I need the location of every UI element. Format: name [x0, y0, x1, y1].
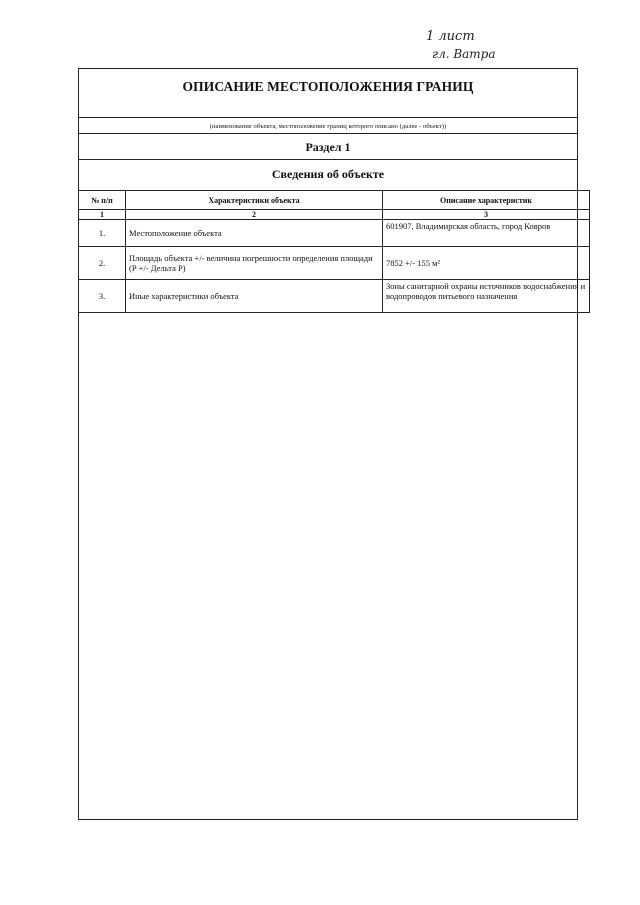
column-number: 2 — [126, 210, 383, 220]
handwritten-line-2: гл. Ватра — [432, 47, 496, 61]
document-subtitle: (наименование объекта, местоположение границ которого описано (далее - объект)) — [209, 123, 447, 130]
table-row — [79, 280, 590, 313]
row-characteristic: Иные характеристики объекта — [126, 280, 383, 313]
object-info-table — [78, 190, 590, 313]
row-number: 2. — [79, 247, 126, 280]
table-header-row — [79, 191, 590, 210]
handwritten-line-1: 1 лист — [426, 29, 475, 44]
column-number-row — [79, 210, 590, 220]
divider-line — [79, 159, 577, 160]
table-row — [79, 220, 590, 247]
row-description: 7852 +/- 155 м² — [383, 247, 590, 280]
document-title: ОПИСАНИЕ МЕСТОПОЛОЖЕНИЯ ГРАНИЦ — [182, 79, 474, 94]
row-characteristic: Местоположение объекта — [126, 220, 383, 247]
block-heading: Сведения об объекте — [271, 167, 385, 181]
row-number: 3. — [79, 280, 126, 313]
handwritten-note — [422, 24, 542, 64]
column-header: Описание характеристик — [383, 191, 590, 210]
column-number: 3 — [383, 210, 590, 220]
column-number: 1 — [79, 210, 126, 220]
table-row — [79, 247, 590, 280]
column-header: Характеристики объекта — [126, 191, 383, 210]
divider-line — [79, 133, 577, 134]
row-description: Зоны санитарной охраны источников водоснабжения и водопроводов питьевого назначения — [383, 280, 590, 313]
divider-line — [79, 117, 577, 118]
row-characteristic: Площадь объекта +/- величина погрешности определения площади (Р +/- Дельта Р) — [126, 247, 383, 280]
row-description: 601907, Владимирская область, город Ковров — [383, 220, 590, 247]
row-number: 1. — [79, 220, 126, 247]
handwritten-note-scribble — [422, 24, 542, 64]
column-header: № п/п — [79, 191, 126, 210]
section-heading: Раздел 1 — [305, 140, 351, 154]
document-frame — [78, 68, 586, 820]
